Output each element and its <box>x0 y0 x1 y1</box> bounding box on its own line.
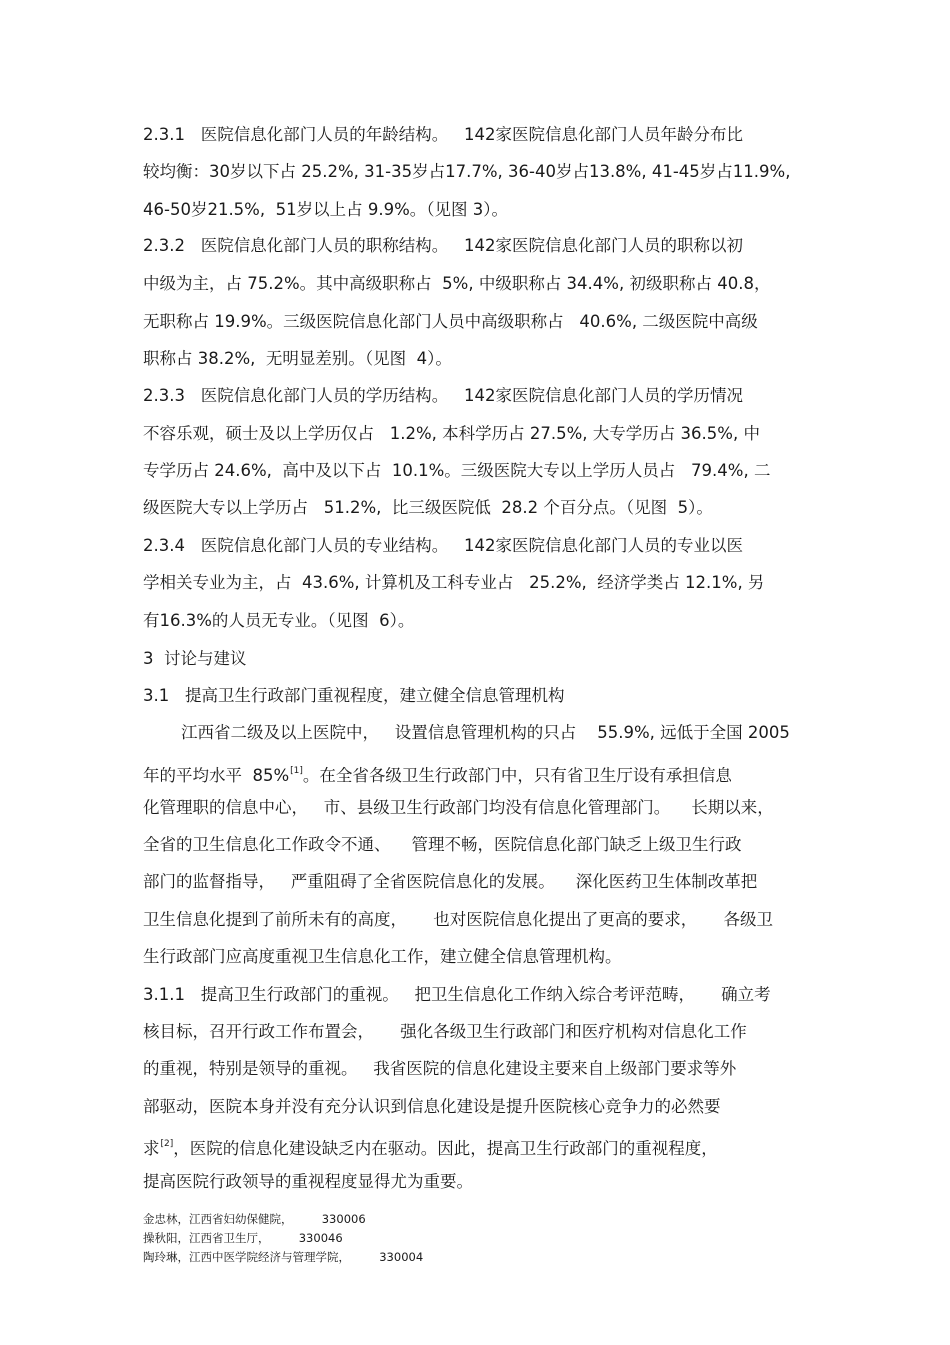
line-text-tail: ，医院的信息化建设缺乏内在驱动。因此，提高卫生行政部门的重视程度， <box>173 1139 718 1158</box>
section-3-1-1-line-1: 3.1.1 提高卫生行政部门的重视。 把卫生信息化工作纳入综合考评范畴， 确立考 <box>143 985 771 1004</box>
section-2-3-1-line-3: 46-50岁21.5%, 51岁以上占 9.9%。（见图 3）。 <box>143 200 508 219</box>
section-3-1-para-line-3: 化管理职的信息中心， 市、县级卫生行政部门均没有信息化管理部门。 长期以来， <box>143 798 774 817</box>
section-2-3-4-line-3: 有16.3%的人员无专业。（见图 6）。 <box>143 611 415 630</box>
section-2-3-2-line-2: 中级为主，占 75.2%。其中高级职称占 5%, 中级职称占 34.4%, 初级职称占 40.8， <box>143 274 771 293</box>
section-2-3-4-line-1: 2.3.4 医院信息化部门人员的专业结构。 142家医院信息化部门人员的专业以医 <box>143 536 743 555</box>
section-2-3-3-line-3: 专学历占 24.6%, 高中及以下占 10.1%。三级医院大专以上学历人员占 79.4%, 二 <box>143 461 771 480</box>
section-3-1-1-line-6: 提高医院行政领导的重视程度显得尤为重要。 <box>143 1172 473 1191</box>
section-2-3-1-line-1: 2.3.1 医院信息化部门人员的年龄结构。 142家医院信息化部门人员年龄分布比 <box>143 125 743 144</box>
section-3-1-para-line-1: 江西省二级及以上医院中， 设置信息管理机构的只占 55.9%, 远低于全国 2005 <box>181 723 790 742</box>
footnote-author-3: 陶玲琳，江西中医学院经济与管理学院， 330004 <box>143 1250 424 1264</box>
section-3-1-1-line-2: 核目标，召开行政工作布置会， 强化各级卫生行政部门和医疗机构对信息化工作 <box>143 1022 747 1041</box>
section-3-1-para-line-6: 卫生信息化提到了前所未有的高度， 也对医院信息化提出了更高的要求， 各级卫 <box>143 910 773 929</box>
section-2-3-1-line-2: 较均衡：30岁以下占 25.2%, 31-35岁占17.7%, 36-40岁占13.8%, 41-45岁占11.9%, <box>143 162 791 181</box>
section-3-1-para-line-7: 生行政部门应高度重视卫生信息化工作，建立健全信息管理机构。 <box>143 947 622 966</box>
section-2-3-4-line-2: 学相关专业为主，占 43.6%, 计算机及工科专业占 25.2%, 经济学类占 12.1%, 另 <box>143 573 765 592</box>
footnote-author-2: 操秋阳，江西省卫生厅， 330046 <box>143 1231 343 1245</box>
footnote-author-1: 金忠林，江西省妇幼保健院， 330006 <box>143 1212 366 1226</box>
section-2-3-3-line-2: 不容乐观，硕士及以上学历仅占 1.2%, 本科学历占 27.5%, 大专学历占 36.5%, 中 <box>143 424 760 443</box>
section-3-1-1-line-4: 部驱动，医院本身并没有充分认识到信息化建设是提升医院核心竞争力的必然要 <box>143 1097 721 1116</box>
section-2-3-3-line-4: 级医院大专以上学历占 51.2%, 比三级医院低 28.2 个百分点。（见图 5）。 <box>143 498 713 517</box>
section-2-3-3-line-1: 2.3.3 医院信息化部门人员的学历结构。 142家医院信息化部门人员的学历情况 <box>143 386 743 405</box>
citation-1: [1] <box>290 766 303 776</box>
section-3-1-para-line-2 <box>143 760 732 787</box>
line-text: 求 <box>143 1139 160 1158</box>
line-text-tail: 。在全省各级卫生行政部门中，只有省卫生厅设有承担信息 <box>302 766 732 785</box>
section-3-heading: 3 讨论与建议 <box>143 649 247 668</box>
section-2-3-2-line-3: 无职称占 19.9%。三级医院信息化部门人员中高级职称占 40.6%, 二级医院中高级 <box>143 312 758 331</box>
section-3-1-para-line-5: 部门的监督指导， 严重阻碍了全省医院信息化的发展。 深化医药卫生体制改革把 <box>143 872 758 891</box>
line-text: 年的平均水平 85% <box>143 766 290 785</box>
section-2-3-2-line-4: 职称占 38.2%, 无明显差别。（见图 4）。 <box>143 349 452 368</box>
section-2-3-2-line-1: 2.3.2 医院信息化部门人员的职称结构。 142家医院信息化部门人员的职称以初 <box>143 236 743 255</box>
citation-2: [2] <box>160 1139 174 1149</box>
section-3-1-heading: 3.1 提高卫生行政部门重视程度，建立健全信息管理机构 <box>143 686 565 705</box>
section-3-1-1-line-5 <box>143 1133 718 1160</box>
section-3-1-1-line-3: 的重视，特别是领导的重视。 我省医院的信息化建设主要来自上级部门要求等外 <box>143 1059 737 1078</box>
section-3-1-para-line-4: 全省的卫生信息化工作政令不通、 管理不畅，医院信息化部门缺乏上级卫生行政 <box>143 835 742 854</box>
